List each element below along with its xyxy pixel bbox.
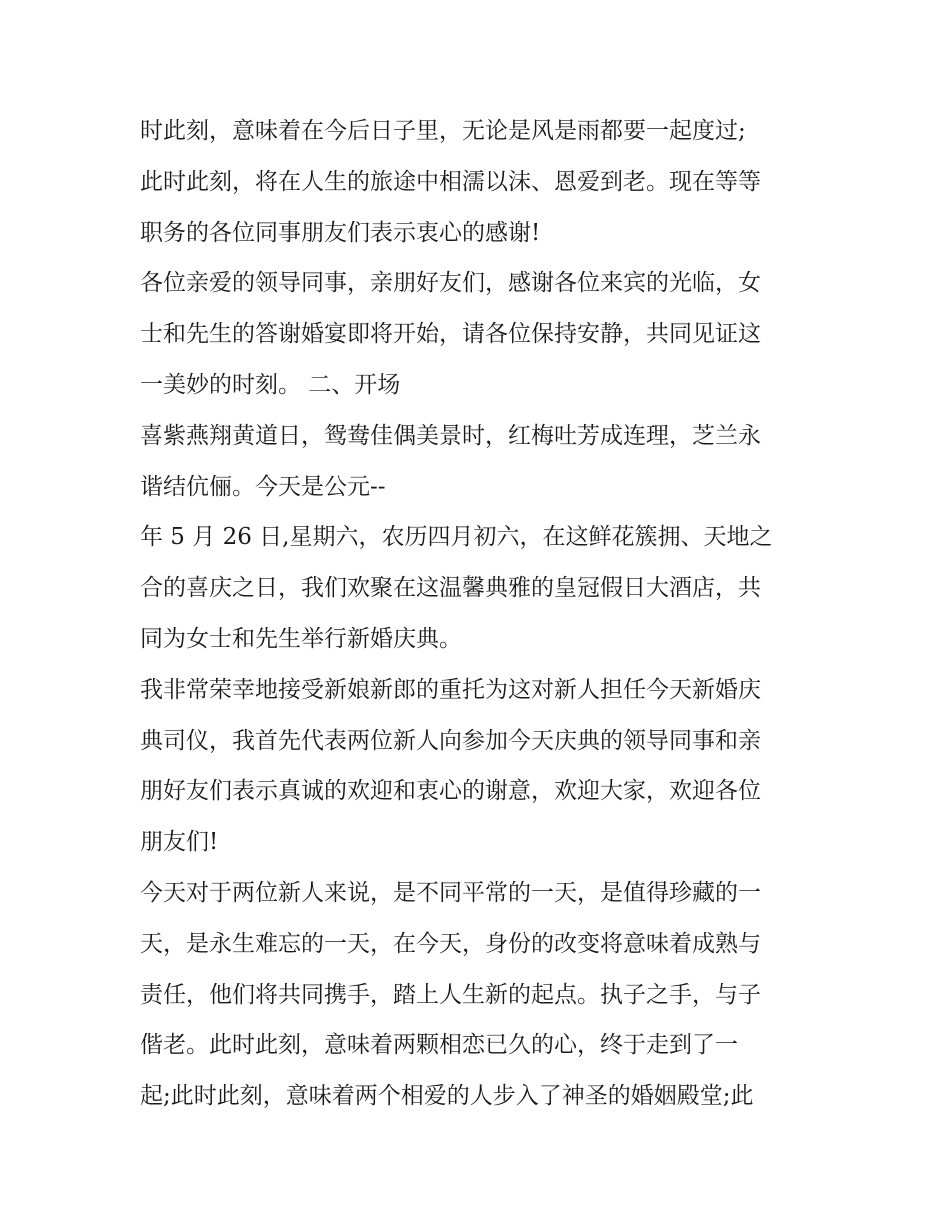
text-line: 同为女士和先生举行新婚庆典。 bbox=[140, 625, 462, 652]
text-line: 朋友们! bbox=[140, 829, 219, 856]
text-line: 典司仪，我首先代表两位新人向参加今天庆典的领导同事和亲 bbox=[140, 727, 761, 754]
text-line: 我非常荣幸地接受新娘新郎的重托为这对新人担任今天新婚庆 bbox=[140, 676, 761, 703]
text-line: 谐结伉俪。今天是公元-- bbox=[140, 473, 386, 500]
text-line: 年 5 月 26 日,星期六，农历四月初六，在这鲜花簇拥、天地之 bbox=[140, 524, 773, 551]
text-line: 责任，他们将共同携手，踏上人生新的起点。执子之手，与子 bbox=[140, 981, 761, 1008]
text-line: 合的喜庆之日，我们欢聚在这温馨典雅的皇冠假日大酒店，共 bbox=[140, 575, 761, 602]
text-line: 士和先生的答谢婚宴即将开始，请各位保持安静，共同见证这 bbox=[140, 321, 761, 348]
text-line: 一美妙的时刻。 二、开场 bbox=[140, 371, 401, 398]
text-line: 此时此刻，将在人生的旅途中相濡以沫、恩爱到老。现在等等 bbox=[140, 168, 761, 195]
text-line: 偕老。此时此刻，意味着两颗相恋已久的心，终于走到了一 bbox=[140, 1032, 738, 1059]
text-line: 今天对于两位新人来说，是不同平常的一天，是值得珍藏的一 bbox=[140, 879, 761, 906]
text-line: 起;此时此刻，意味着两个相爱的人步入了神圣的婚姻殿堂;此 bbox=[140, 1083, 754, 1110]
text-line: 时此刻，意味着在今后日子里，无论是风是雨都要一起度过; bbox=[140, 118, 746, 144]
text-line: 天，是永生难忘的一天，在今天，身份的改变将意味着成熟与 bbox=[140, 930, 761, 957]
text-line: 职务的各位同事朋友们表示衷心的感谢! bbox=[140, 219, 541, 246]
document-body bbox=[140, 106, 830, 1122]
text-line: 喜紫燕翔黄道日，鸳鸯佳偶美景时，红梅吐芳成连理，芝兰永 bbox=[140, 422, 761, 449]
text-line: 各位亲爱的领导同事，亲朋好友们，感谢各位来宾的光临，女 bbox=[140, 270, 761, 297]
text-line: 朋好友们表示真诚的欢迎和衷心的谢意，欢迎大家，欢迎各位 bbox=[140, 778, 761, 805]
